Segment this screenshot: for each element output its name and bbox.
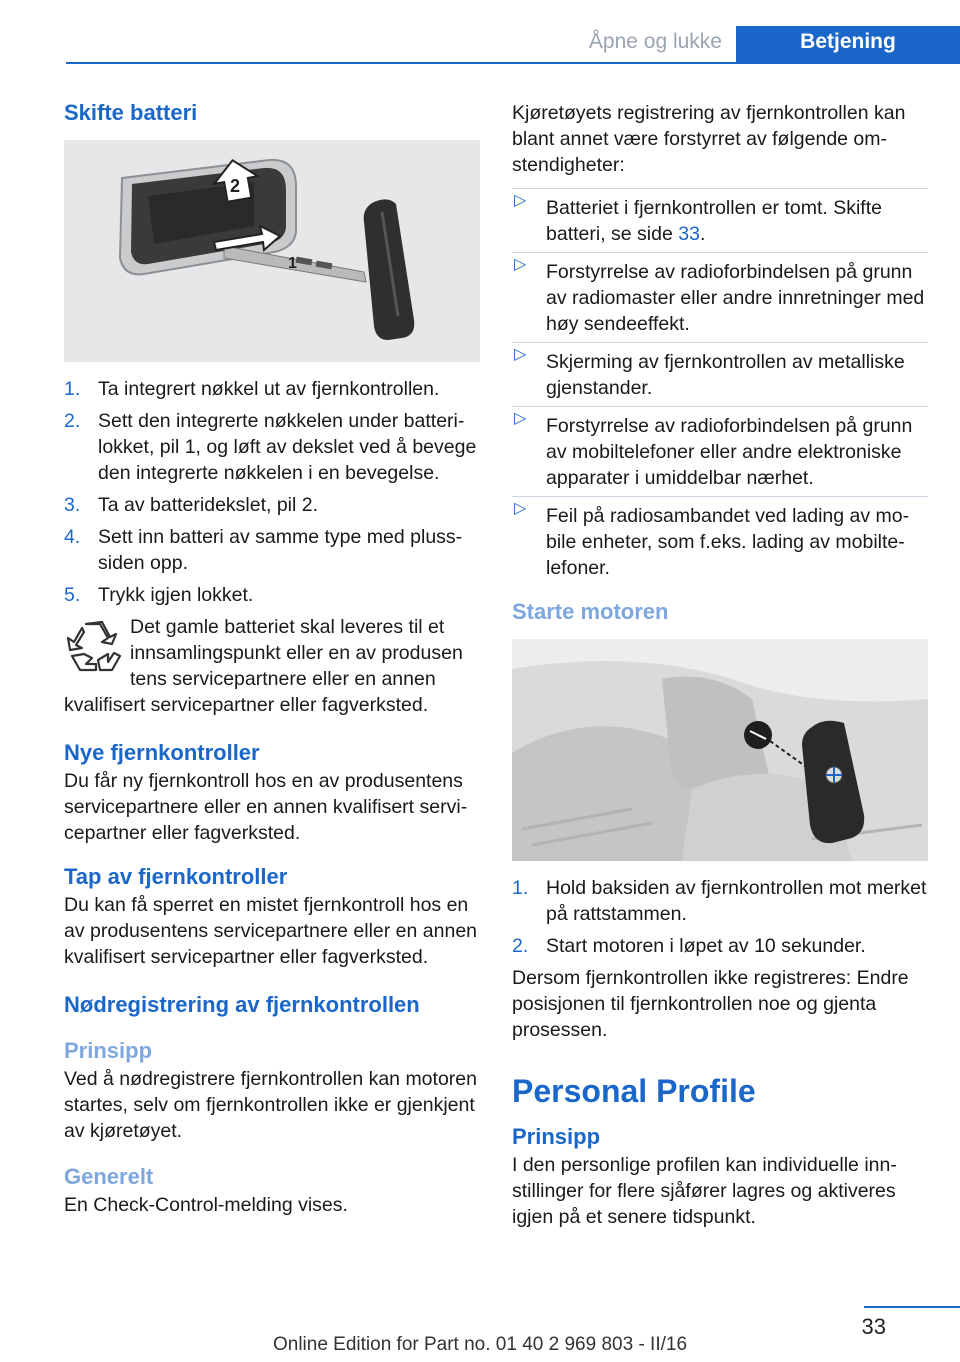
list-item: ▷ Forstyrrelse av radioforbindelsen på grunn av radiomaster eller andre innretninger med høy sendeeffekt. — [512, 252, 928, 337]
section-title: Åpne og lukke — [588, 30, 722, 53]
arrow-label-1: 1 — [288, 255, 297, 272]
page-number: 33 — [861, 1314, 886, 1339]
key-battery-illustration — [64, 140, 480, 362]
triangle-right-icon: ▷ — [514, 256, 527, 273]
heading-nye: Nye fjernkontroller — [64, 740, 260, 765]
paragraph-dersom: Dersom fjernkontrollen ikke registreres: Endre posisjonen til fjernkontrollen noe og gjenta prosessen. — [512, 967, 909, 1041]
arrow-label-2: 2 — [230, 176, 241, 196]
paragraph-tap: Du kan få sperret en mistet fjernkontroll hos en av produsentens servicepartnere eller en annen kvalifisert servicepartner eller fagverksted. — [64, 894, 478, 968]
heading-nodregistrering: Nødregistrering av fjernkontrollen — [64, 992, 420, 1017]
triangle-right-icon: ▷ — [514, 410, 527, 427]
recycle-note: Det gamle batteriet skal leveres til et innsamlingspunkt eller en av produsen tens servicepartnere eller en annen kvalifisert servicepartner eller fagverksted. — [64, 616, 463, 716]
heading-starte-motoren: Starte motoren — [512, 599, 669, 624]
edition-footer: Online Edition for Part no. 01 40 2 969 803 - II/16 — [272, 1334, 688, 1355]
list-item: ▷ Forstyrrelse av radioforbindelsen på grunn av mobiltelefoner eller andre elektroniske apparater i umiddelbar nærhet. — [512, 406, 928, 491]
paragraph-generelt: En Check-Control-melding vises. — [64, 1194, 348, 1216]
paragraph-personal: I den personlige profilen kan individuelle innstillinger for flere sjåfører lagres og aktiveres igjen på et senere tidspunkt. — [512, 1154, 897, 1228]
list-item: ▷ Batteriet i fjernkontrollen er tomt. Skifte batteri, se side 33. — [512, 188, 928, 247]
list-item: 1. Ta integrert nøkkel ut av fjernkontrollen. — [64, 378, 440, 400]
chapter-tab: Betjening — [736, 26, 960, 62]
interference-list — [512, 188, 928, 581]
recycle-icon — [64, 616, 122, 674]
triangle-right-icon: ▷ — [514, 500, 527, 517]
heading-prinsipp-right: Prinsipp — [512, 1124, 601, 1149]
list-item: ▷ Feil på radiosambandet ved lading av mobile enheter, som f.eks. lading av mobiltelefoner. — [512, 496, 928, 581]
heading-prinsipp: Prinsipp — [64, 1038, 153, 1063]
footer-rule — [864, 1306, 960, 1308]
list-item: 2. Start motoren i løpet av 10 sekunder. — [512, 935, 866, 957]
start-steps — [512, 875, 928, 959]
list-item: 3. Ta av batteridekslet, pil 2. — [64, 494, 319, 516]
page-header — [66, 26, 960, 64]
heading-skifte-batteri: Skifte batteri — [64, 100, 198, 125]
heading-personal-profile: Personal Profile — [512, 1073, 756, 1109]
heading-generelt: Generelt — [64, 1164, 154, 1189]
triangle-right-icon: ▷ — [514, 192, 527, 209]
left-column — [64, 100, 480, 1218]
paragraph-prinsipp: Ved å nødregistrere fjernkontrollen kan motoren startes, selv om fjernkontrollen ikke er gjenkjent av kjøretøyet. — [64, 1068, 477, 1142]
paragraph-intro: Kjøretøyets registrering av fjernkontrollen kan blant annet være forstyrret av følgende omstendigheter: — [512, 102, 906, 176]
heading-tap: Tap av fjernkontroller — [64, 864, 288, 889]
triangle-right-icon: ▷ — [514, 346, 527, 363]
battery-steps — [64, 376, 480, 608]
list-item: 2. Sett den integrerte nøkkelen under batterilokket, pil 1, og løft av dekslet ved å bevege den integrerte nøkkelen i en bevegelse. — [64, 410, 477, 484]
right-column — [512, 100, 928, 1230]
list-item: 1. Hold baksiden av fjernkontrollen mot merket på rattstammen. — [512, 877, 927, 925]
page-link[interactable]: 33 — [678, 223, 700, 245]
steering-column-illustration — [512, 639, 928, 861]
paragraph-nye: Du får ny fjernkontroll hos en av produsentens servicepartnere eller en annen kvalifisert servicepartner eller fagverksted. — [64, 770, 468, 844]
list-item: 5. Trykk igjen lokket. — [64, 584, 254, 606]
list-item: ▷ Skjerming av fjernkontrollen av metalliske gjenstander. — [512, 342, 928, 401]
list-item: 4. Sett inn batteri av samme type med plusssiden opp. — [64, 526, 463, 574]
